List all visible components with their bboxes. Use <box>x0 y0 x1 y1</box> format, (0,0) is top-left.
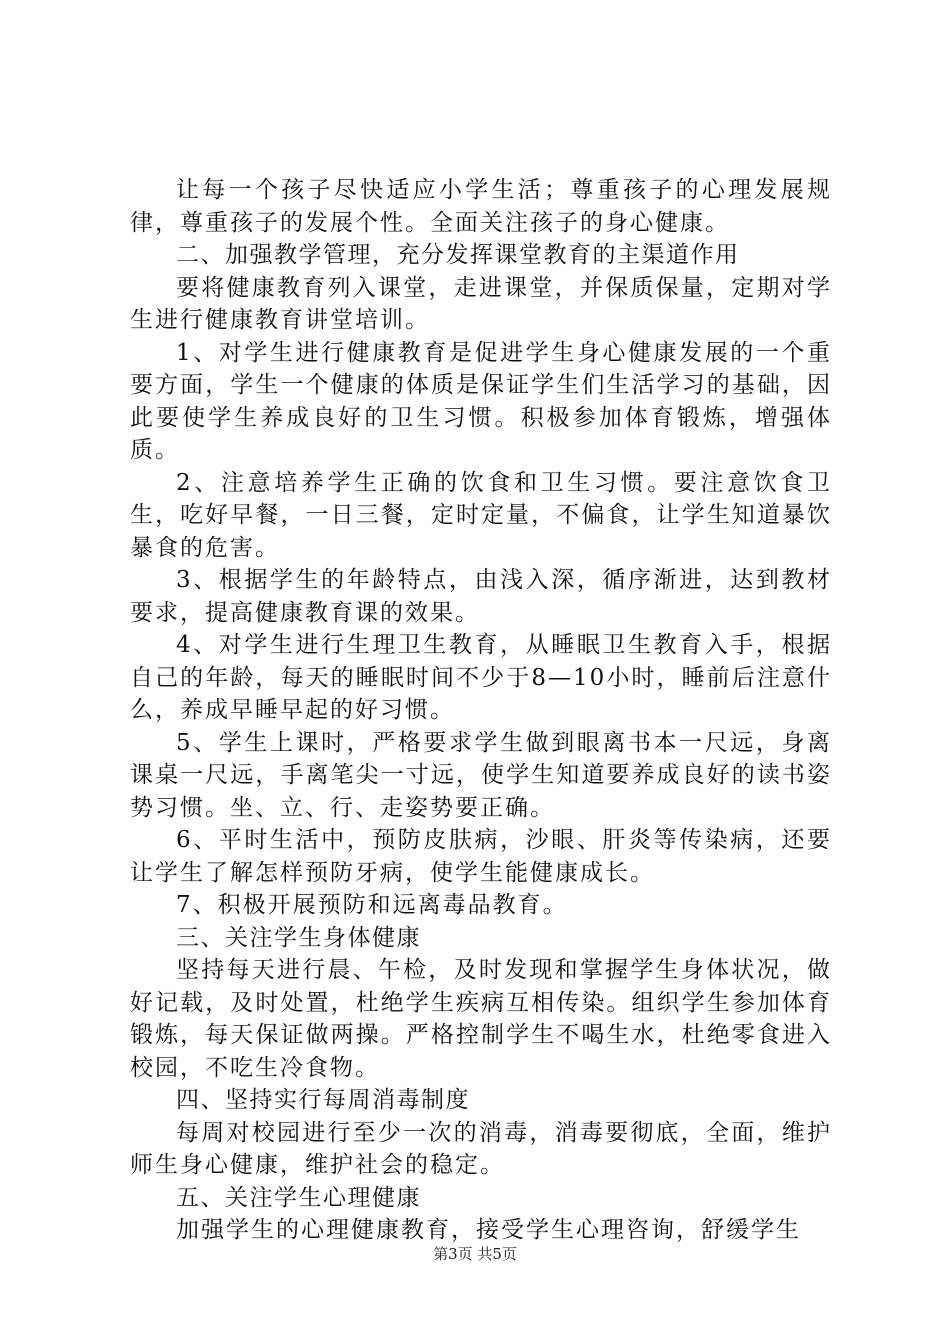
paragraph-health-check: 坚持每天进行晨、午检，及时发现和掌握学生身体状况，做好记载，及时处置，杜绝学生疾病互相传染。组织学生参加体育锻炼，每天保证做两操。严格控制学生不喝生水，杜绝零食进入校园，不吃生冷食物。 <box>130 957 832 1081</box>
list-item-5: 5、学生上课时，严格要求学生做到眼离书本一尺远，身离课桌一尺远，手离笔尖一寸远，使学生知道要养成良好的读书姿势习惯。坐、立、行、走姿势要正确。 <box>130 729 832 821</box>
paragraph-mental-health: 加强学生的心理健康教育，接受学生心理咨询，舒缓学生 <box>176 1217 801 1243</box>
list-item-6: 6、平时生活中，预防皮肤病，沙眼、肝炎等传染病，还要让学生了解怎样预防牙病，使学生能健康成长。 <box>130 827 832 886</box>
section-heading-5: 五、关注学生心理健康 <box>176 1184 421 1211</box>
section-heading-3: 三、关注学生身体健康 <box>176 924 421 951</box>
list-item-4: 4、对学生进行生理卫生教育，从睡眠卫生教育入手，根据自己的年龄，每天的睡眠时间不少于8—10小时，睡前后注意什么，养成早睡早起的好习惯。 <box>130 632 832 723</box>
list-item-1: 1、对学生进行健康教育是促进学生身心健康发展的一个重要方面，学生一个健康的体质是保证学生们生活学习的基础，因此要使学生养成良好的卫生习惯。积极参加体育锻炼，增强体质。 <box>130 339 832 463</box>
paragraph-disinfection: 每周对校园进行至少一次的消毒，消毒要彻底，全面，维护师生身心健康，维护社会的稳定。 <box>130 1119 832 1178</box>
page-number-footer: 第3页 共5页 <box>433 1245 517 1263</box>
paragraph-1: 让每一个孩子尽快适应小学生活；尊重孩子的心理发展规律，尊重孩子的发展个性。全面关注孩子的身心健康。 <box>130 177 832 236</box>
list-item-7: 7、积极开展预防和远离毒品教育。 <box>176 892 568 918</box>
section-heading-4: 四、坚持实行每周消毒制度 <box>176 1087 470 1113</box>
list-item-2: 2、注意培养学生正确的饮食和卫生习惯。要注意饮食卫生，吃好早餐，一日三餐，定时定量，不偏食，让学生知道暴饮暴食的危害。 <box>130 469 832 561</box>
paragraph-3: 要将健康教育列入课堂，走进课堂，并保质保量，定期对学生进行健康教育讲堂培训。 <box>130 274 832 333</box>
list-item-3: 3、根据学生的年龄特点，由浅入深，循序渐进，达到教材要求，提高健康教育课的效果。 <box>130 567 832 626</box>
section-heading-2: 二、加强教学管理，充分发挥课堂教育的主渠道作用 <box>176 242 740 268</box>
document-body <box>130 174 832 1247</box>
